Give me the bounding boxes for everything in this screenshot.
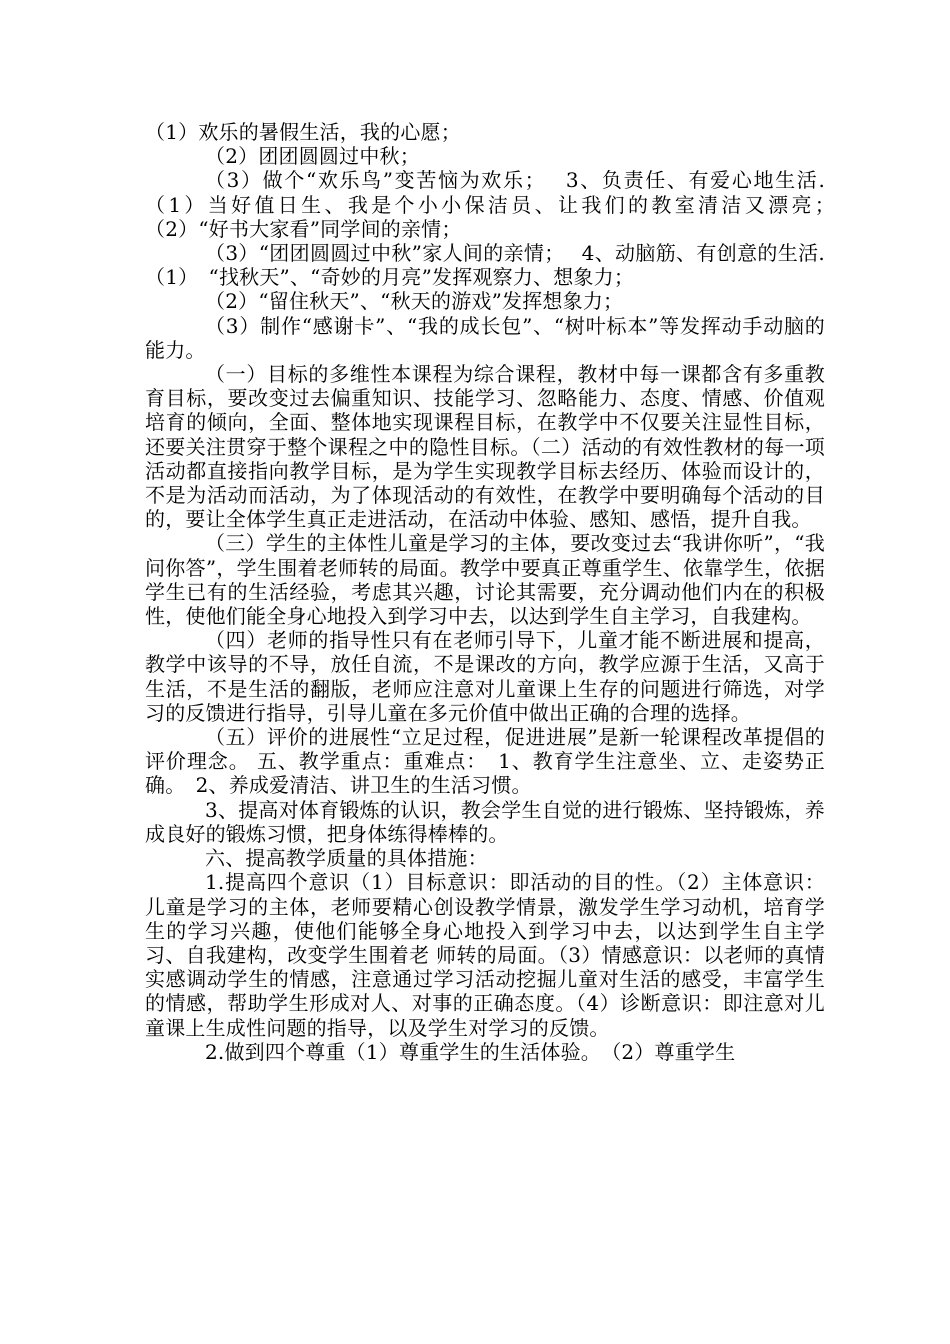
paragraph: （2）团团圆圆过中秋； [205,144,420,169]
paragraph: （3）“团团圆圆过中秋”家人间的亲情； 4、动脑筋、有创意的生活. （1） “找秋天”、“奇妙的月亮”发挥观察力、想象力； [145,241,825,290]
paragraph: （三）学生的主体性儿童是学习的主体，要改变过去“我讲你听”，“我问你答”，学生围着老师转的局面。教学中要真正尊重学生、依靠学生，依据学生已有的生活经验，考虑其兴趣，讨论其需要，充分调动他们内在的积极性，使他们能全身心地投入到学习中去，以达到学生自主学习，自我建构。 [145,531,825,629]
paragraph: （1）欢乐的暑假生活，我的心愿； [145,120,461,144]
paragraph: （五）评价的进展性“立足过程，促进进展”是新一轮课程改革提倡的评价理念。 五、教学重点：重难点： 1、教育学生注意坐、立、走姿势正确。 2、养成爱清洁、讲卫生的生活习惯。 [145,725,825,798]
paragraph: 1.提高四个意识（1）目标意识：即活动的目的性。（2）主体意识：儿童是学习的主体，老师要精心创设教学情景，激发学生学习动机，培育学生的学习兴趣，使他们能够全身心地投入到学习中去，以达到学生自主学习、自我建构，改变学生围着老 师转的局面。（3）情感意识：以老师的真情实感调动学生的情感，注意通过学习活动挖掘儿童对生活的感受，丰富学生的情感，帮助学生形成对人、对事的正确态度。（4）诊断意识：即注意对儿童课上生成性问题的指导，以及学生对学习的反馈。 [145,870,825,1040]
paragraph: （3）制作“感谢卡”、“我的成长包”、“树叶标本”等发挥动手动脑的能力。 [145,313,825,362]
paragraph: （一）目标的多维性本课程为综合课程，教材中每一课都含有多重教育目标，要改变过去偏重知识、技能学习、忽略能力、态度、情感、价值观培育的倾向，全面、整体地实现课程目标，在教学中不仅要关注显性目标，还要关注贯穿于整个课程之中的隐性目标。（二）活动的有效性教材的每一项活动都直接指向教学目标，是为学生实现教学目标去经历、体验而设计的，不是为活动而活动，为了体现活动的有效性，在教学中要明确每个活动的目的，要让全体学生真正走进活动，在活动中体验、感知、感悟，提升自我。 [145,362,825,532]
paragraph: 2.做到四个尊重（1）尊重学生的生活体验。 （2）尊重学生 [205,1039,736,1064]
paragraph: （2）“留住秋天”、“秋天的游戏”发挥想象力； [205,289,624,314]
paragraph: （四）老师的指导性只有在老师引导下，儿童才能不断进展和提高，教学中该导的不导，放任自流，不是课改的方向，教学应源于生活，又高于生活，不是生活的翻版，老师应注意对儿童课上生存的问题进行筛选，对学习的反馈进行指导，引导儿童在多元价值中做出正确的合理的选择。 [145,628,825,725]
paragraph: 六、提高教学质量的具体措施： [205,846,488,871]
paragraph: 3、提高对体育锻炼的认识，教会学生自觉的进行锻炼、坚持锻炼，养成良好的锻炼习惯，把身体练得棒棒的。 [145,797,825,846]
paragraph: （3）做个“欢乐鸟”变苦恼为欢乐； 3、负责任、有爱心地生活. （1）当好值日生、我是个小小保洁员、让我们的教室清洁又漂亮； （2）“好书大家看”同学间的亲情； [145,168,846,241]
document-body [145,120,846,1064]
